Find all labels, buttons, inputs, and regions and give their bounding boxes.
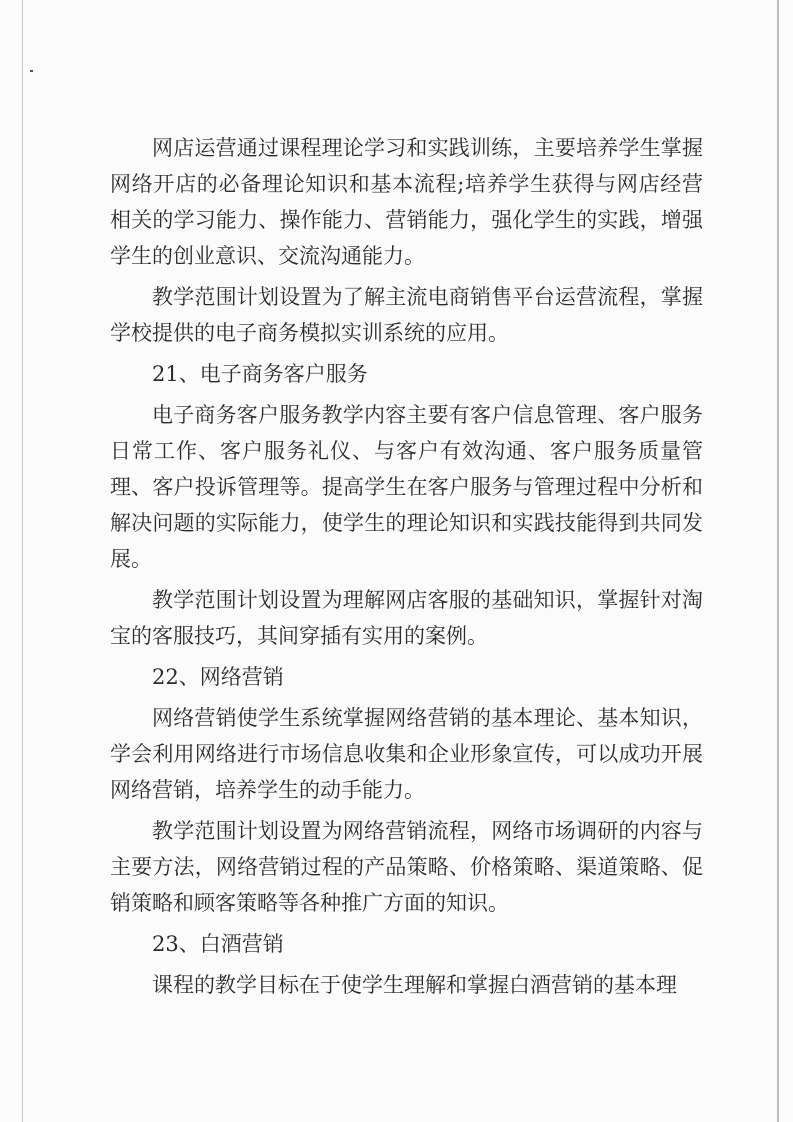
scan-mark [30, 70, 33, 72]
scan-edge-left [22, 0, 23, 1122]
paragraph-liquor-marketing: 课程的教学目标在于使学生理解和掌握白酒营销的基本理 [152, 973, 677, 997]
scan-edge-right [777, 0, 779, 1122]
section-heading-21: 21、电子商务客户服务 [152, 362, 368, 386]
paragraph-shop-operation: 网店运营通过课程理论学习和实践训练，主要培养学生掌握网络开店的必备理论知识和基本流程;培养学生获得与网店经营相关的学习能力、操作能力、营销能力，强化学生的实践，增强学生的创业意识、交流沟通能力。 [110, 136, 703, 268]
document-body [110, 130, 703, 1008]
section-heading-23: 23、白酒营销 [152, 932, 284, 956]
paragraph-network-marketing-scope: 教学范围计划设置为网络营销流程，网络市场调研的内容与主要方法，网络营销过程的产品策略、价格策略、渠道策略、促销策略和顾客策略等各种推广方面的知识。 [110, 819, 703, 915]
paragraph-network-marketing: 网络营销使学生系统掌握网络营销的基本理论、基本知识，学会利用网络进行市场信息收集和企业形象宣传，可以成功开展网络营销，培养学生的动手能力。 [110, 706, 703, 802]
paragraph-customer-service-scope: 教学范围计划设置为理解网店客服的基础知识，掌握针对淘宝的客服技巧，其间穿插有实用的案例。 [110, 588, 703, 648]
paragraph-shop-operation-scope: 教学范围计划设置为了解主流电商销售平台运营流程，掌握学校提供的电子商务模拟实训系统的应用。 [110, 285, 703, 345]
section-heading-22: 22、网络营销 [152, 665, 284, 689]
paragraph-customer-service: 电子商务客户服务教学内容主要有客户信息管理、客户服务日常工作、客户服务礼仪、与客户有效沟通、客户服务质量管理、客户投诉管理等。提高学生在客户服务与管理过程中分析和解决问题的实际能力，使学生的理论知识和实践技能得到共同发展。 [110, 403, 703, 571]
